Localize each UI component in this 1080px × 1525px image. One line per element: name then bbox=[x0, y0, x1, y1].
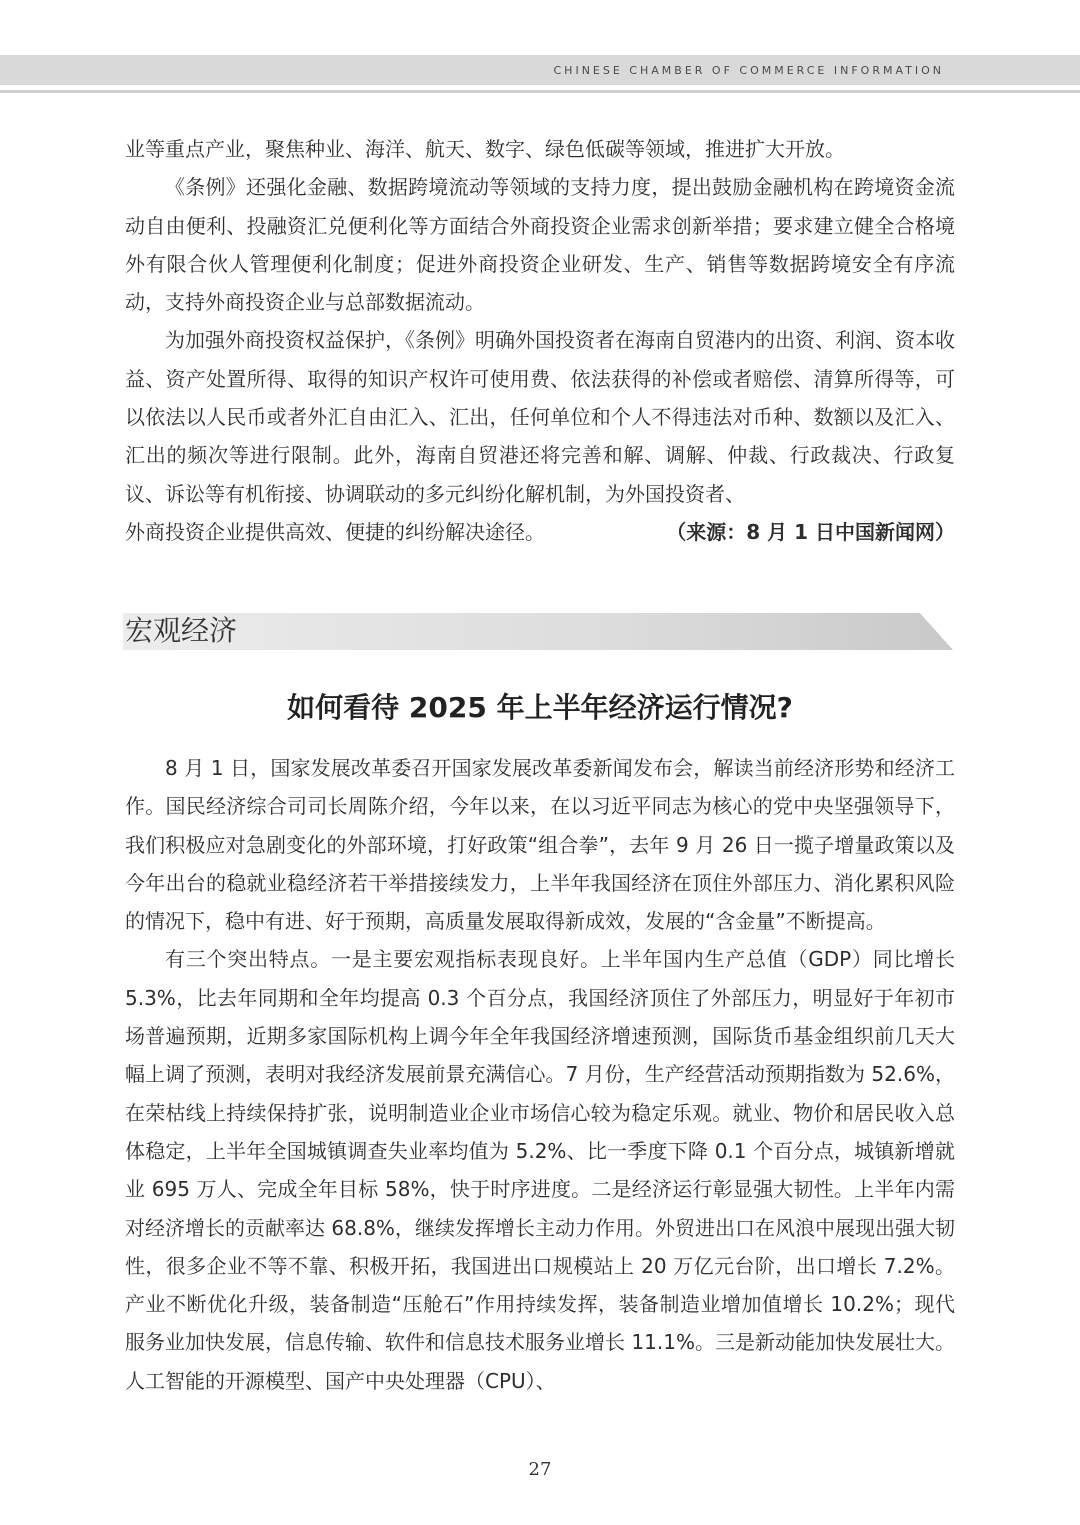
header-rule bbox=[0, 90, 1080, 93]
continued-article bbox=[125, 130, 955, 551]
paragraph: 业等重点产业，聚焦种业、海洋、航天、数字、绿色低碳等领域，推进扩大开放。 bbox=[125, 137, 845, 161]
source-citation: （来源：8 月 1 日中国新闻网） bbox=[666, 519, 955, 544]
section-band bbox=[123, 613, 953, 650]
paragraph: 有三个突出特点。一是主要宏观指标表现良好。上半年国内生产总值（GDP）同比增长 5.3%，比去年同期和全年均提高 0.3 个百分点，我国经济顶住了外部压力，明显好于年初市场普遍预期，近期多家国际机构上调今年全年我国经济增速预测，国际货币基金组织前几天大幅上调了预测，表明对我经济发展前景充满信心。7 月份，生产经营活动预期指数为 52.6%，在荣枯线上持续保持扩张，说明制造业企业市场信心较为稳定乐观。就业、物价和居民收入总体稳定，上半年全国城镇调查失业率均值为 5.2%、比一季度下降 0.1 个百分点，城镇新增就业 695 万人、完成全年目标 58%，快于时序进度。二是经济运行彰显强大韧性。上半年内需对经济增长的贡献率达 68.8%，继续发挥增长主动力作用。外贸进出口在风浪中展现出强大韧性，很多企业不等不靠、积极开拓，我国进出口规模站上 20 万亿元台阶，出口增长 7.2%。产业不断优化升级，装备制造“压舱石”作用持续发挥，装备制造业增加值增长 10.2%；现代服务业加快发展，信息传输、软件和信息技术服务业增长 11.1%。三是新动能加快发展壮大。人工智能的开源模型、国产中央处理器（CPU）、 bbox=[125, 947, 955, 1393]
section-title: 宏观经济 bbox=[125, 614, 238, 647]
article-body bbox=[125, 749, 955, 1400]
source-line bbox=[125, 513, 955, 551]
paragraph: 8 月 1 日，国家发展改革委召开国家发展改革委新闻发布会，解读当前经济形势和经济工作。国民经济综合司司长周陈介绍，今年以来，在以习近平同志为核心的党中央坚强领导下，我们积极应对急剧变化的外部环境，打好政策“组合拳”，去年 9 月 26 日一揽子增量政策以及今年出台的稳就业稳经济若干举措接续发力，上半年我国经济在顶住外部压力、消化累积风险的情况下，稳中有进、好于预期，高质量发展取得新成效，发展的“含金量”不断提高。 bbox=[125, 756, 955, 934]
running-header: CHINESE CHAMBER OF COMMERCE INFORMATION bbox=[553, 64, 944, 77]
paragraph: 《条例》还强化金融、数据跨境流动等领域的支持力度，提出鼓励金融机构在跨境资金流动自由便利、投融资汇兑便利化等方面结合外商投资企业需求创新举措；要求建立健全合格境外有限合伙人管理便利化制度；促进外商投资企业研发、生产、销售等数据跨境安全有序流动，支持外商投资企业与总部数据流动。 bbox=[125, 175, 955, 315]
page-number: 27 bbox=[528, 1459, 552, 1480]
paragraph-end: 外商投资企业提供高效、便捷的纠纷解决途径。 bbox=[125, 519, 545, 544]
paragraph: 为加强外商投资权益保护，《条例》明确外国投资者在海南自贸港内的出资、利润、资本收益、资产处置所得、取得的知识产权许可使用费、依法获得的补偿或者赔偿、清算所得等，可以依法以人民币或者外汇自由汇入、汇出，任何单位和个人不得违法对币种、数额以及汇入、汇出的频次等进行限制。此外，海南自贸港还将完善和解、调解、仲裁、行政裁决、行政复议、诉讼等有机衔接、协调联动的多元纠纷化解机制，为外国投资者、 bbox=[125, 328, 955, 506]
article-title: 如何看待 2025 年上半年经济运行情况? bbox=[287, 691, 793, 724]
